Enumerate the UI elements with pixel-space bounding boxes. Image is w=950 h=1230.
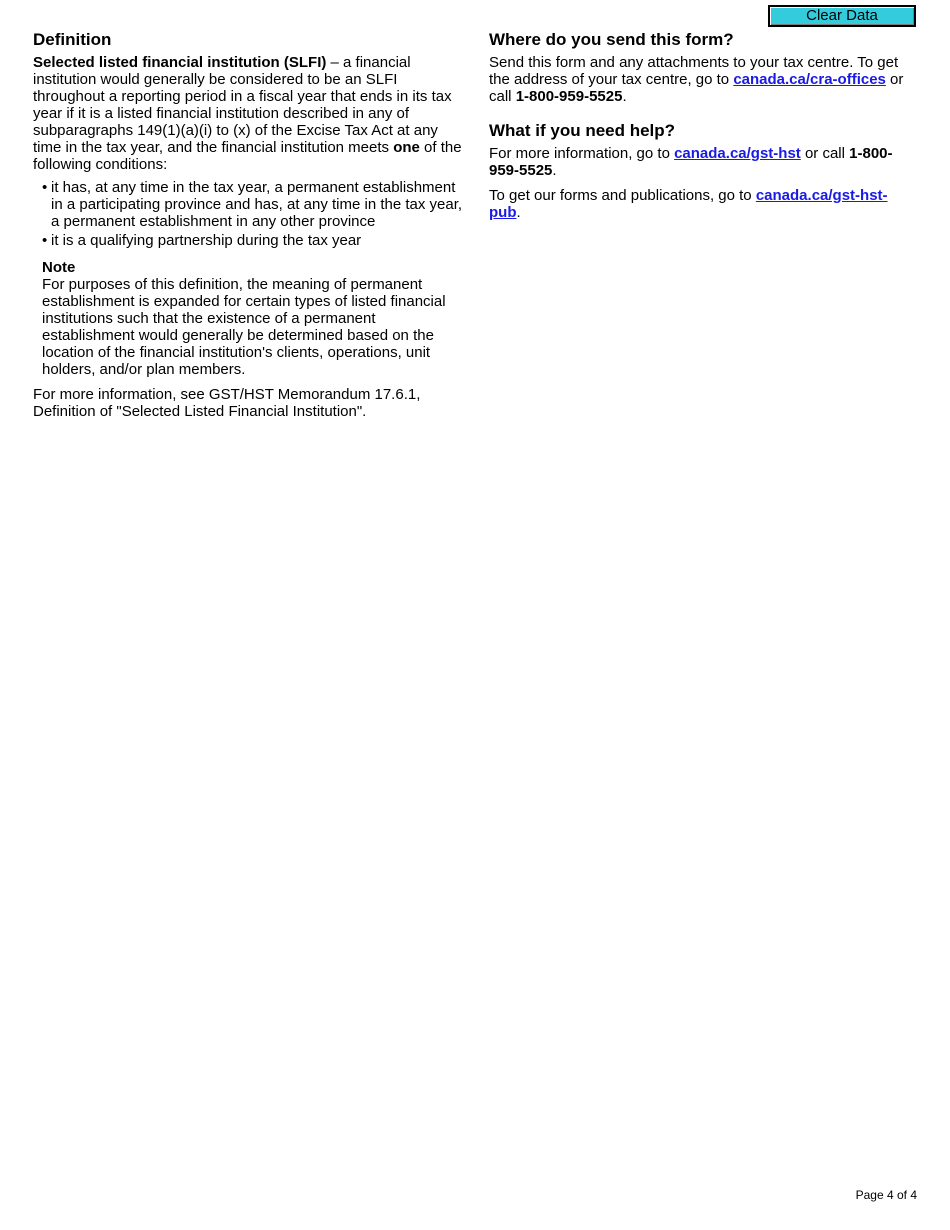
note-title: Note xyxy=(42,259,76,276)
condition-text: it is a qualifying partnership during the tax year xyxy=(51,232,362,249)
help-phone: 1-800-959-5525 xyxy=(489,145,893,179)
send-text-a: Send this form and any attachments to your tax centre. To get the address of your tax centre, go to xyxy=(489,54,899,88)
pub-text-b: . xyxy=(516,204,521,221)
gst-hst-link[interactable]: canada.ca/gst-hst xyxy=(674,145,801,162)
send-text-b: or call xyxy=(489,71,904,105)
help-paragraph xyxy=(489,145,919,179)
page-number: Page 4 of 4 xyxy=(855,1188,917,1202)
list-item xyxy=(42,232,463,249)
condition-text: it has, at any time in the tax year, a permanent establishment in a participating province and has, at any time in the tax year, a permanent establishment in any other province xyxy=(51,179,463,230)
note-block xyxy=(42,259,463,378)
definition-intro-bold: one xyxy=(393,139,420,156)
definition-intro-b: of the following conditions: xyxy=(33,139,462,173)
send-phone: 1-800-959-5525 xyxy=(515,88,623,105)
clear-data-button[interactable]: Clear Data xyxy=(768,5,916,27)
help-text-a: For more information, go to xyxy=(489,145,675,162)
help-heading: What if you need help? xyxy=(489,121,676,140)
pub-text-a: To get our forms and publications, go to xyxy=(489,187,756,204)
definition-section xyxy=(33,30,463,420)
conditions-list xyxy=(33,179,463,249)
contact-section xyxy=(489,30,919,221)
more-info-text: For more information, see GST/HST Memorandum 17.6.1, Definition of "Selected Listed Financial Institution". xyxy=(33,386,421,420)
definition-paragraph xyxy=(33,54,463,173)
slfi-term: Selected listed financial institution (SLFI) xyxy=(33,54,327,71)
bullet-icon: • xyxy=(42,232,48,249)
send-heading: Where do you send this form? xyxy=(489,30,734,49)
send-text-c: . xyxy=(622,88,627,105)
definition-intro-a: – a financial institution would generally be considered to be an SLFI throughout a reporting period in a fiscal year that ends in its tax year if it is a listed financial institution described in any of subparagraphs 149(1)(a)(i) to (x) of the Excise Tax Act at any time in the tax year, and the financial institution meets xyxy=(33,54,452,156)
cra-offices-link[interactable]: canada.ca/cra-offices xyxy=(733,71,886,88)
bullet-icon: • xyxy=(42,179,48,196)
help-text-b: or call xyxy=(800,145,850,162)
publications-paragraph xyxy=(489,187,919,221)
definition-heading: Definition xyxy=(33,30,112,49)
list-item xyxy=(42,179,463,230)
help-text-c: . xyxy=(552,162,557,179)
gst-hst-pub-link[interactable]: canada.ca/gst-hst-pub xyxy=(489,187,888,221)
note-text: For purposes of this definition, the meaning of permanent establishment is expanded for certain types of listed financial institutions such that the existence of a permanent establishment would generally be determined based on the location of the financial institution's clients, operations, unit holders, and/or plan members. xyxy=(42,276,446,378)
send-paragraph xyxy=(489,54,919,105)
